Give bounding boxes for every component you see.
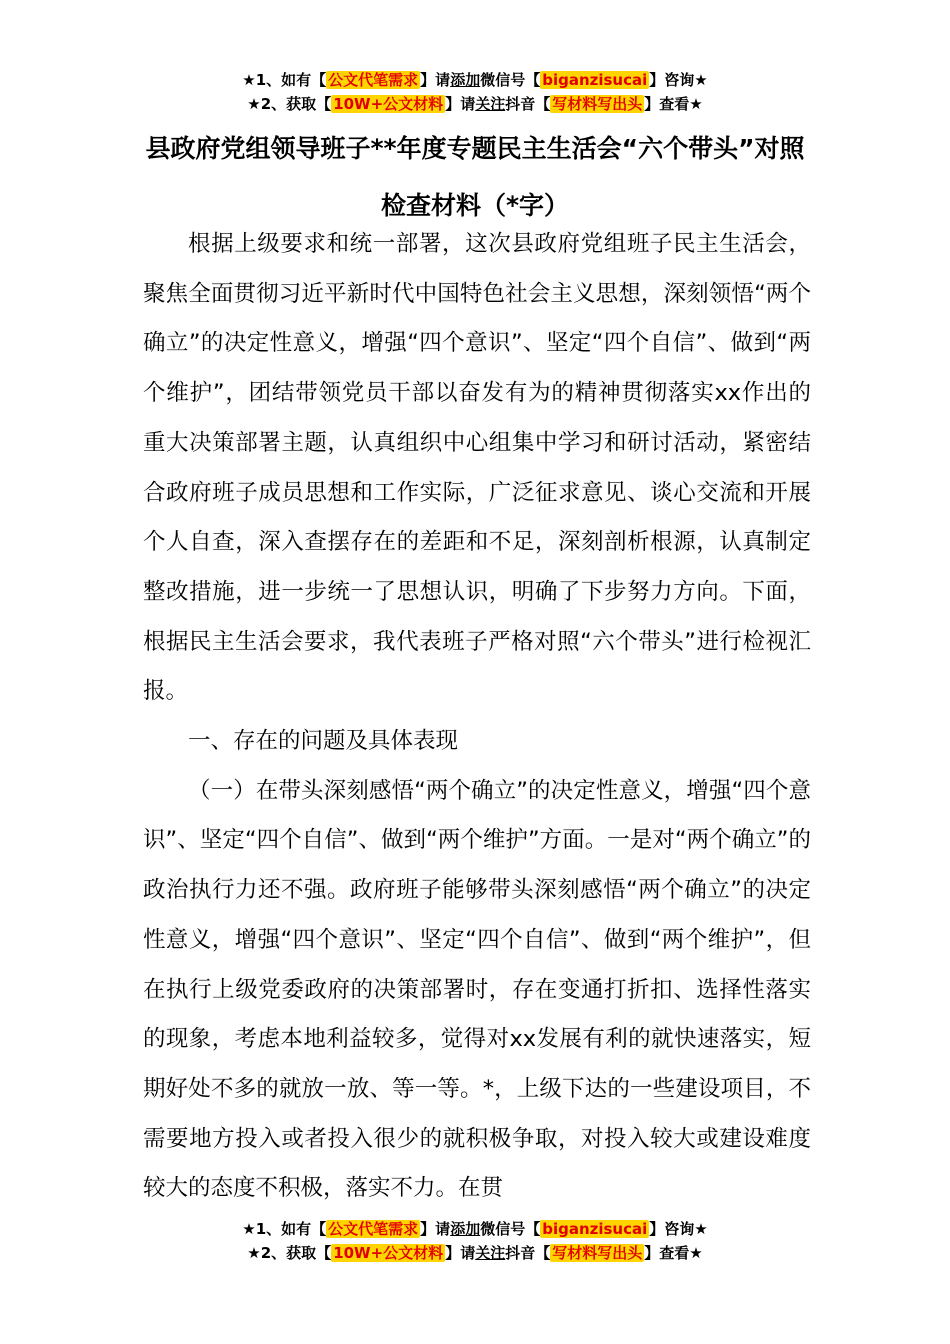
highlight-wechat-id: biganzisucai — [542, 1220, 648, 1238]
promo-banner-bottom — [0, 1217, 950, 1265]
highlight-materials: 10W+公文材料 — [333, 95, 444, 113]
intro-paragraph: 根据上级要求和统一部署，这次县政府党组班子民主生活会，聚焦全面贯彻习近平新时代中国特色社会主义思想，深刻领悟“两个确立”的决定性意义，增强“四个意识”、坚定“四个自信”、做到“两个维护”，团结带领党员干部以奋发有为的精神贯彻落实xx作出的重大决策部署主题，认真组织中心组集中学习和研讨活动，紧密结合政府班子成员思想和工作实际，广泛征求意见、谈心交流和开展个人自查，深入查摆存在的差距和不足，深刻剖析根源，认真制定整改措施，进一步统一了思想认识，明确了下步努力方向。下面，根据民主生活会要求，我代表班子严格对照“六个带头”进行检视汇报。 — [143, 231, 811, 705]
body-paragraph: （一）在带头深刻感悟“两个确立”的决定性意义，增强“四个意识”、坚定“四个自信”、做到“两个维护”方面。一是对“两个确立”的政治执行力还不强。政府班子能够带头深刻感悟“两个确立”的决定性意义，增强“四个意识”、坚定“四个自信”、做到“两个维护”，但在执行上级党委政府的决策部署时，存在变通打折扣、选择性落实的现象，考虑本地利益较多，觉得对xx发展有利的就快速落实，短期好处不多的就放一放、等一等。*，上级下达的一些建设项目，不需要地方投入或者投入很少的就积极争取，对投入较大或建设难度较大的态度不积极，落实不力。在贯 — [143, 777, 811, 1202]
section-heading: 一、存在的问题及具体表现 — [188, 728, 459, 755]
highlight-douyin: 写材料写出头 — [552, 95, 643, 113]
highlight-service: 公文代笔需求 — [328, 1220, 419, 1238]
highlight-wechat-id: biganzisucai — [542, 71, 648, 89]
promo-line-1: ★1、如有【 公文代笔需求 】请添加微信号【 biganzisucai 】咨询★ — [242, 1220, 708, 1238]
promo-banner-top — [0, 68, 950, 116]
promo-line-1: ★1、如有【 公文代笔需求 】请添加微信号【 biganzisucai 】咨询★ — [242, 71, 708, 89]
document-body — [143, 220, 811, 1214]
promo-line-2: ★2、获取【 10W+公文材料 】请关注抖音【 写材料写出头 】查看★ — [247, 95, 703, 113]
highlight-douyin: 写材料写出头 — [552, 1244, 643, 1262]
highlight-service: 公文代笔需求 — [328, 71, 419, 89]
document-title: 县政府党组领导班子**年度专题民主生活会“六个带头”对照检查材料（*字） — [145, 134, 805, 220]
highlight-materials: 10W+公文材料 — [333, 1244, 444, 1262]
promo-line-2: ★2、获取【 10W+公文材料 】请关注抖音【 写材料写出头 】查看★ — [247, 1244, 703, 1262]
